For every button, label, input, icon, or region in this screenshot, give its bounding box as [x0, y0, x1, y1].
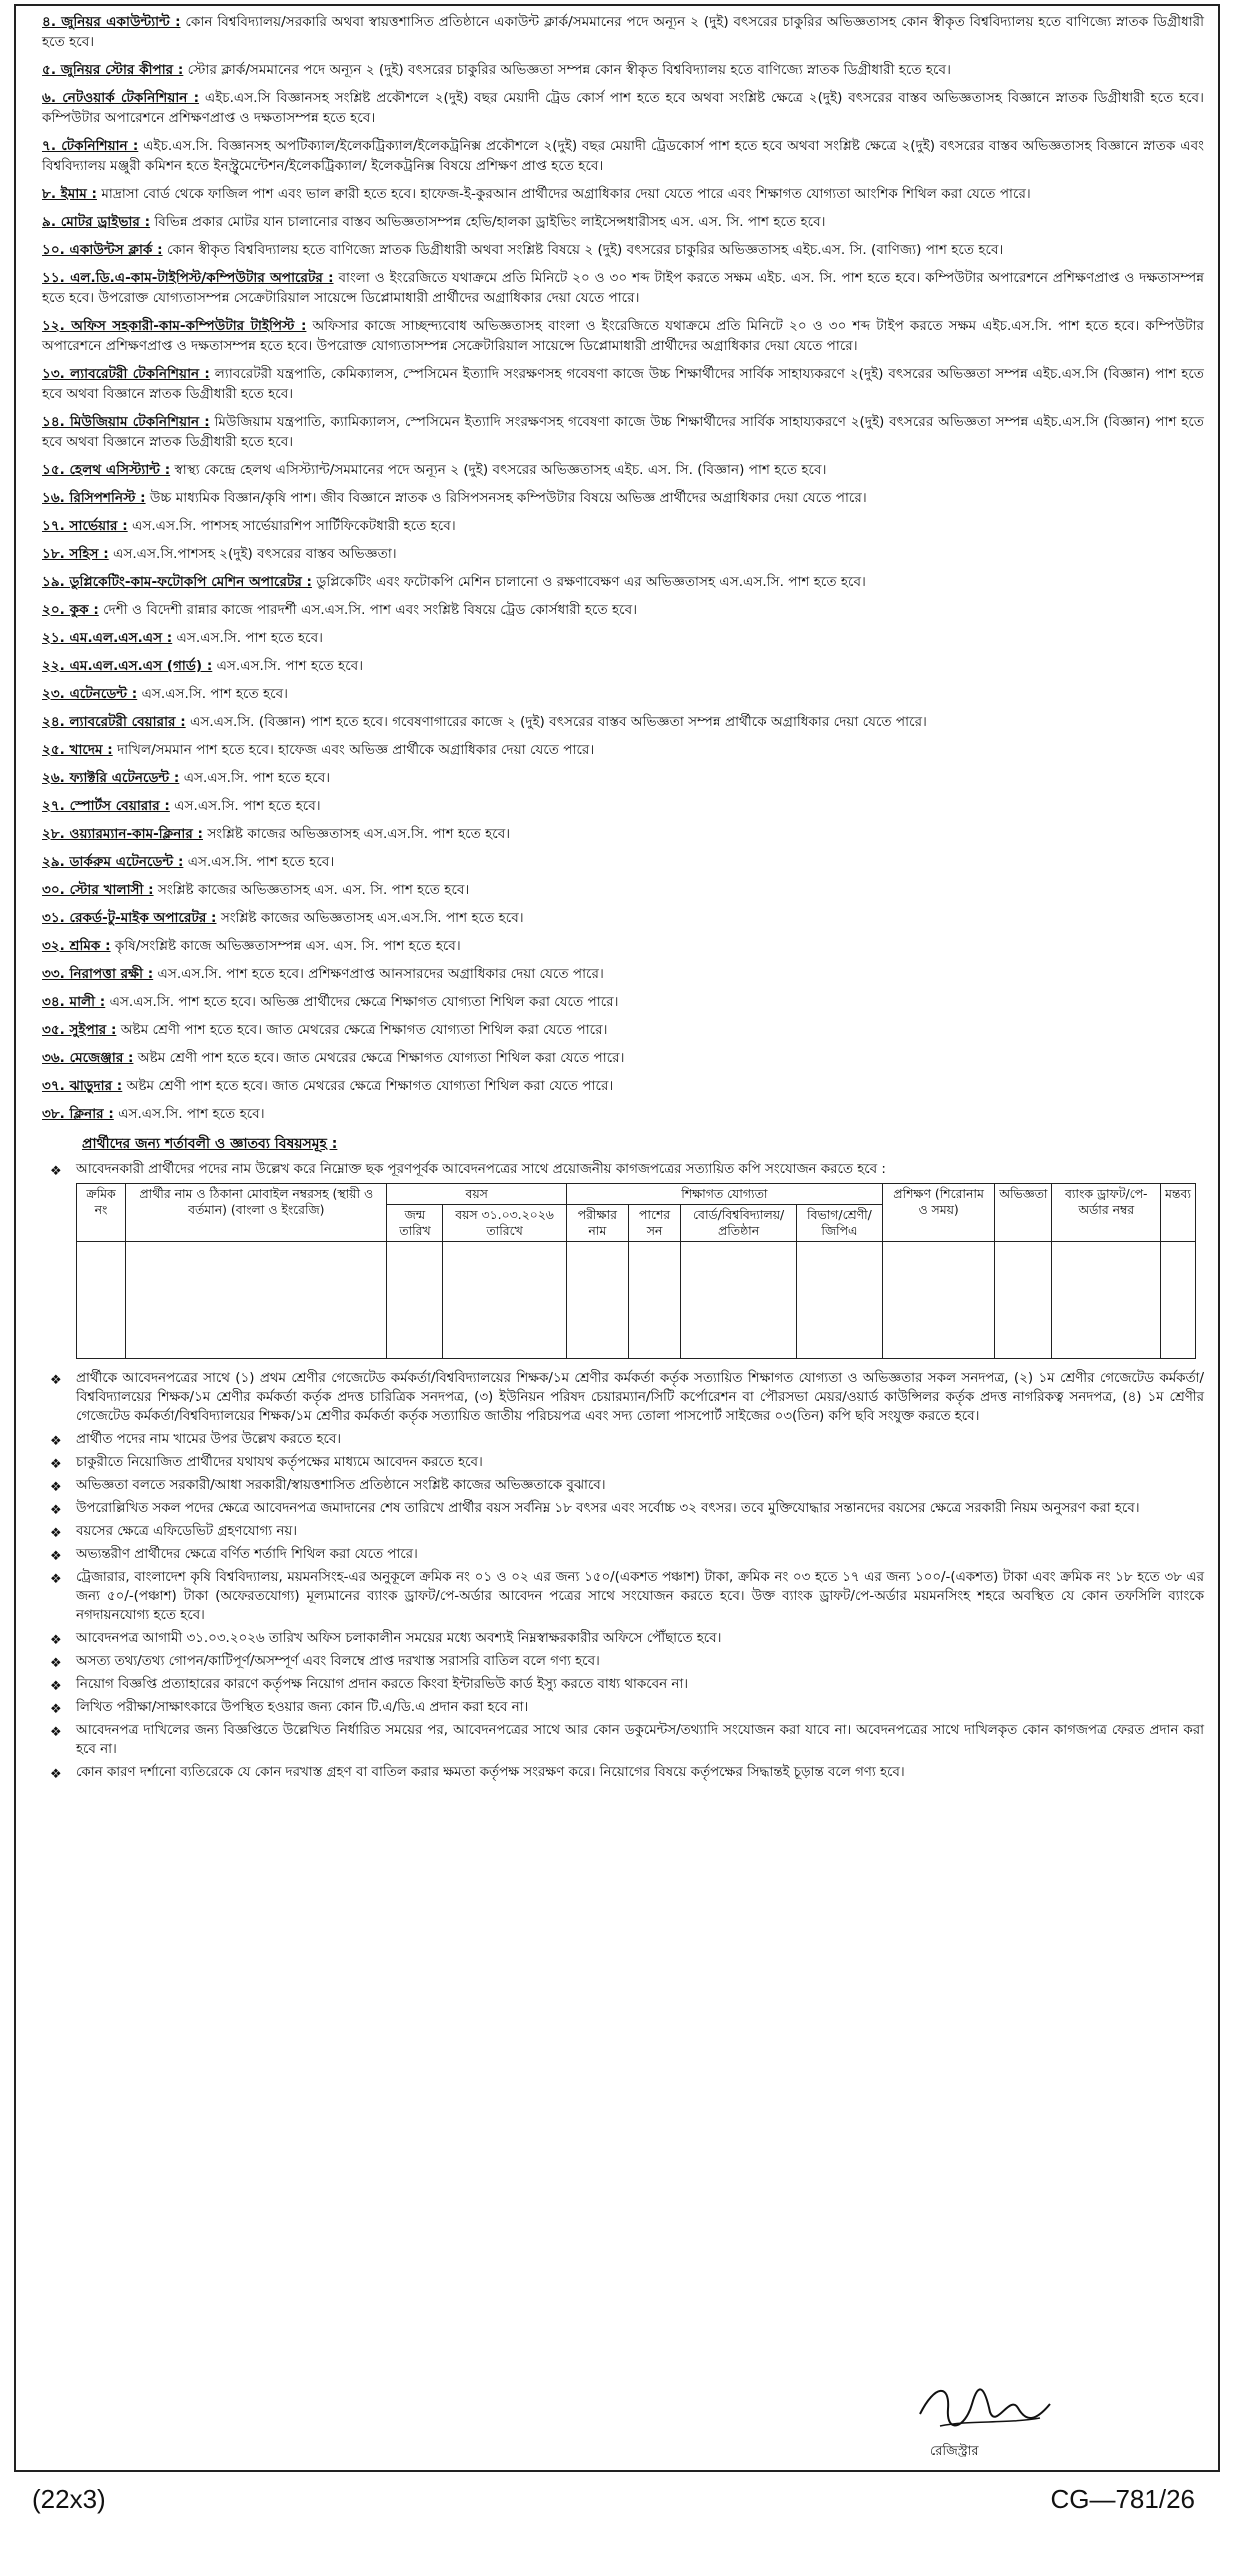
post-title: ২৩. এটেনডেন্ট : — [42, 686, 138, 702]
condition-text: অভ্যন্তরীণ প্রার্থীদের ক্ষেত্রে বর্ণিত শর্তাদি শিথিল করা যেতে পারে। — [76, 1547, 418, 1562]
post-requirement: এইচ.এস.সি. বিজ্ঞানসহ অপটিক্যাল/ইলেকট্রিক্যাল/ইলেকট্রনিক্স প্রকৌশলে ২(দুই) বছর মেয়াদী ট্রেডকোর্স পাশ হতে হবে অথবা সংশ্লিষ্ট ক্ষেত্রে ২(দুই) বৎসরের বাস্তব অভিজ্ঞতাসহ বিজ্ঞানে স্নাতক এবং বিশ্ববিদ্যালয় মঞ্জুরী কমিশন হতে ইনস্ট্রুমেন্টেশন/ইলেকট্রিক্যাল/ ইলেকট্রনিক্স বিষয়ে প্রশিক্ষণ প্রাপ্ত হতে হবে। — [42, 138, 1204, 174]
qualification-item — [42, 516, 1204, 536]
condition-text: লিখিত পরীক্ষা/সাক্ষাৎকারে উপস্থিত হওয়ার জন্য কোন টি.এ/ডি.এ প্রদান করা হবে না। — [76, 1700, 529, 1715]
th-age-on: বয়স ৩১.০৩.২০২৬ তারিখে — [443, 1205, 566, 1242]
post-requirement: অষ্টম শ্রেণী পাশ হতে হবে। জাত মেথরের ক্ষেত্রে শিক্ষাগত যোগ্যতা শিথিল করা যেতে পারে। — [126, 1078, 614, 1094]
table-cell — [882, 1242, 994, 1359]
table-cell — [77, 1242, 126, 1359]
th-year: পাশের সন — [628, 1205, 680, 1242]
condition-item — [42, 1499, 1204, 1518]
diamond-bullet-icon: ❖ — [50, 1725, 62, 1740]
condition-text: ট্রেজারার, বাংলাদেশ কৃষি বিশ্ববিদ্যালয়, ময়মনসিংহ-এর অনুকূলে ক্রমিক নং ০১ ও ০২ এর জন্য ১৫০/(একশত পঞ্চাশ) টাকা, ক্রমিক নং ০৩ হতে ১৭ এর জন্য ১০০/-(একশত) টাকা এবং ক্রমিক নং ১৮ হতে ৩৮ এর জন্য ৫০/-(পঞ্চাশ) টাকা (অফেরতযোগ্য) মূল্যমানের ব্যাংক ড্রাফট/পে-অর্ডার আবেদন পত্রের সাথে সংযোজন করতে হবে। উক্ত ব্যাংক ড্রাফট/পে-অর্ডার ময়মনসিংহ শহরে অবস্থিত যে কোন তফসিলি ব্যাংকে নগদায়নযোগ্য হতে হবে। — [76, 1570, 1204, 1623]
table-cell — [1161, 1242, 1196, 1359]
post-title: ১৭. সার্ভেয়ার : — [42, 518, 128, 534]
post-title: ১৫. হেলথ এসিস্ট্যান্ট : — [42, 462, 171, 478]
diamond-bullet-icon: ❖ — [50, 1457, 62, 1472]
th-division: বিভাগ/শ্রেণী/জিপিএ — [796, 1205, 882, 1242]
post-title: ৩১. রেকর্ড-টু-মাইক অপারেটর : — [42, 910, 217, 926]
qualification-item — [42, 824, 1204, 844]
qualification-item — [42, 544, 1204, 564]
table-cell — [566, 1242, 628, 1359]
post-title: ৩৩. নিরাপত্তা রক্ষী : — [42, 966, 154, 982]
qualification-item — [42, 796, 1204, 816]
condition-text: বয়সের ক্ষেত্রে এফিডেভিট গ্রহণযোগ্য নয়। — [76, 1524, 298, 1539]
post-title: ২৬. ফ্যাক্টরি এটেনডেন্ট : — [42, 770, 180, 786]
qualification-item — [42, 60, 1204, 80]
post-title: ১৬. রিসিপশনিস্ট : — [42, 490, 146, 506]
post-requirement: অফিসার কাজে সাচ্ছন্দ্যবোধ অভিজ্ঞতাসহ বাংলা ও ইংরেজিতে যথাক্রমে প্রতি মিনিটে ২০ ও ৩০ শব্দ টাইপ করতে সক্ষম এইচ.এস.সি. পাশ হতে হবে। কম্পিউটার অপারেশনে প্রশিক্ষণপ্রাপ্ত ও দক্ষতাসম্পন্ন হতে হবে। উপরোক্ত যোগ্যতাসম্পন্ন সেক্রেটারিয়াল সায়েন্সে ডিপ্লোমাধারী প্রার্থীদের অগ্রাধিকার দেয়া যেতে পারে। — [42, 318, 1204, 354]
post-requirement: এস.এস.সি. পাশ হতে হবে। — [174, 798, 321, 814]
th-dob: জন্ম তারিখ — [387, 1205, 443, 1242]
diamond-bullet-icon: ❖ — [50, 1480, 62, 1495]
condition-item — [42, 1675, 1204, 1694]
application-form-table — [76, 1183, 1196, 1359]
post-requirement: ডুপ্লিকেটিং এবং ফটোকপি মেশিন চালানো ও রক্ষণাবেক্ষণ এর অভিজ্ঞতাসহ এস.এস.সি. পাশ হতে হবে। — [316, 574, 866, 590]
qualification-list — [42, 12, 1204, 1124]
th-remarks: মন্তব্য — [1161, 1184, 1196, 1242]
qualification-item — [42, 1048, 1204, 1068]
condition-text: উপরোল্লিখিত সকল পদের ক্ষেত্রে আবেদনপত্র জমাদানের শেষ তারিখে প্রার্থীর বয়স সর্বনিম্ন ১৮ বৎসর এবং সর্বোচ্চ ৩২ বৎসর। তবে মুক্তিযোদ্ধার সন্তানদের বয়সের ক্ষেত্রে সরকারী নিয়ম অনুসরণ করা হবে। — [76, 1501, 1140, 1516]
condition-item — [42, 1629, 1204, 1648]
qualification-item — [42, 656, 1204, 676]
post-requirement: এস.এস.সি. পাশ হতে হবে। — [176, 630, 324, 646]
post-requirement: দেশী ও বিদেশী রান্নার কাজে পারদর্শী এস.এস.সি. পাশ এবং সংশ্লিষ্ট বিষয়ে ট্রেড কোর্সধারী হতে হবে। — [103, 602, 638, 618]
qualification-item — [42, 936, 1204, 956]
signature-title: রেজিস্ট্রার — [930, 2444, 979, 2459]
post-requirement: মাদ্রাসা বোর্ড থেকে ফাজিল পাশ এবং ভাল ক্বারী হতে হবে। হাফেজ-ই-কুরআন প্রার্থীদের অগ্রাধিকার দেয়া যেতে পারে এবং শিক্ষাগত যোগ্যতা আংশিক শিথিল করা যেতে পারে। — [101, 186, 1031, 202]
condition-text: চাকুরীতে নিয়োজিত প্রার্থীদের যথাযথ কর্তৃপক্ষের মাধ্যমে আবেদন করতে হবে। — [76, 1455, 483, 1470]
diamond-bullet-icon: ❖ — [50, 1373, 62, 1388]
diamond-bullet-icon: ❖ — [50, 1633, 62, 1648]
post-requirement: এস.এস.সি. পাশ হতে হবে। — [118, 1106, 265, 1122]
diamond-bullet-icon: ❖ — [50, 1164, 62, 1179]
qualification-item — [42, 768, 1204, 788]
post-requirement: এস.এস.সি.পাশসহ ২(দুই) বৎসরের বাস্তব অভিজ্ঞতা। — [113, 546, 397, 562]
condition-text: আবেদনকারী প্রার্থীদের পদের নাম উল্লেখ করে নিম্নোক্ত ছক পূরণপূর্বক আবেদনপত্রের সাথে প্রয়োজনীয় কাগজপত্রের সত্যায়িত কপি সংযোজন করতে হবে : — [76, 1162, 886, 1177]
qualification-item — [42, 628, 1204, 648]
qualification-item — [42, 572, 1204, 592]
footer-code-right: CG—781/26 — [1050, 2484, 1195, 2514]
post-requirement: এস.এস.সি. পাশ হতে হবে। অভিজ্ঞ প্রার্থীদের ক্ষেত্রে শিক্ষাগত যোগ্যতা শিথিল করা যেতে পারে। — [109, 994, 619, 1010]
table-cell — [628, 1242, 680, 1359]
post-requirement: দাখিল/সমমান পাশ হতে হবে। হাফেজ এবং অভিজ্ঞ প্রার্থীকে অগ্রাধিকার দেয়া যেতে পারে। — [117, 742, 595, 758]
condition-text: প্রার্থীকে আবেদনপত্রের সাথে (১) প্রথম শ্রেণীর গেজেটেড কর্মকর্তা/বিশ্ববিদ্যালয়ের শিক্ষক/১ম শ্রেণীর কর্মকর্তা কর্তৃক সত্যায়িত শিক্ষাগত যোগ্যতা ও অভিজ্ঞতার সকল সনদপত্র, (২) ১ম শ্রেণীর গেজেটেড কর্মকর্তা/বিশ্ববিদ্যালয়ের শিক্ষক/১ম শ্রেণীর কর্মকর্তা কর্তৃক প্রদত্ত চারিত্রিক সনদপত্র, (৩) ইউনিয়ন পরিষদ চেয়ারম্যান/সিটি কর্পোরেশন বা পৌরসভা মেয়র/ওয়ার্ড কাউন্সিলর কর্তৃক প্রদত্ত নাগরিকত্ব সনদপত্র, (৪) ১ম শ্রেণীর গেজেটেড কর্মকর্তা/বিশ্ববিদ্যালয়ের শিক্ষক/১ম শ্রেণীর কর্মকর্তা কর্তৃক সত্যায়িত জাতীয় পরিচয়পত্র এবং সদ্য তোলা পাসপোর্ট সাইজের ০৩(তিন) কপি ছবি সংযুক্ত করতে হবে। — [76, 1371, 1204, 1424]
qualification-item — [42, 964, 1204, 984]
post-title: ৩৬. মেজেঞ্জার : — [42, 1050, 134, 1066]
qualification-item — [42, 136, 1204, 176]
th-name: প্রার্থীর নাম ও ঠিকানা মোবাইল নম্বরসহ (স্থায়ী ও বর্তমান) (বাংলা ও ইংরেজি) — [126, 1184, 387, 1242]
post-title: ২৭. স্পোর্টস বেয়ারার : — [42, 798, 170, 814]
diamond-bullet-icon: ❖ — [50, 1434, 62, 1449]
th-serial: ক্রমিক নং — [77, 1184, 126, 1242]
post-title: ৩৪. মালী : — [42, 994, 106, 1010]
post-title: ২২. এম.এল.এস.এস (গার্ড) : — [42, 658, 213, 674]
condition-text: আবেদনপত্র দাখিলের জন্য বিজ্ঞপ্তিতে উল্লেখিত নির্ধারিত সময়ের পর, আবেদনপত্রের সাথে আর কোন ডকুমেন্টস/তথ্যাদি সংযোজন করা যাবে না। অবেদনপত্রের সাথে দাখিলকৃত কোন কাগজপত্র ফেরত প্রদান করা হবে না। — [76, 1723, 1204, 1757]
th-education-group: শিক্ষাগত যোগ্যতা — [566, 1184, 882, 1205]
post-title: ১৪. মিউজিয়াম টেকনিশিয়ান : — [42, 414, 210, 430]
condition-item — [42, 1369, 1204, 1426]
qualification-item — [42, 908, 1204, 928]
post-title: ৩৭. ঝাড়ুদার : — [42, 1078, 123, 1094]
post-requirement: উচ্চ মাধ্যমিক বিজ্ঞান/কৃষি পাশ। জীব বিজ্ঞানে স্নাতক ও রিসিপসনসহ কম্পিউটার বিষয়ে অভিজ্ঞ প্রার্থীদের অগ্রাধিকার দেয়া যেতে পারে। — [149, 490, 867, 506]
qualification-item — [42, 740, 1204, 760]
condition-item — [42, 1763, 1204, 1782]
qualification-item — [42, 1020, 1204, 1040]
post-requirement: অষ্টম শ্রেণী পাশ হতে হবে। জাত মেথরের ক্ষেত্রে শিক্ষাগত যোগ্যতা শিথিল করা যেতে পারে। — [137, 1050, 625, 1066]
qualification-item — [42, 880, 1204, 900]
diamond-bullet-icon: ❖ — [50, 1526, 62, 1541]
post-requirement: বিভিন্ন প্রকার মোটর যান চালানোর বাস্তব অভিজ্ঞতাসম্পন্ন হেভি/হালকা ড্রাইভিং লাইসেন্সধারীসহ এস. এস. সি. পাশ হতে হবে। — [154, 214, 826, 230]
qualification-item — [42, 88, 1204, 128]
registrar-signature — [910, 2374, 1070, 2444]
qualification-item — [42, 1104, 1204, 1124]
qualification-item — [42, 268, 1204, 308]
post-requirement: কোন স্বীকৃত বিশ্ববিদ্যালয় হতে বাণিজ্যে স্নাতক ডিগ্রীধারী অথবা সংশ্লিষ্ট বিষয়ে ২ (দুই) বৎসরের চাকুরির অভিজ্ঞতাসহ এইচ.এস. সি. (বাণিজ্য) পাশ হতে হবে। — [166, 242, 1004, 258]
post-requirement: অষ্টম শ্রেণী পাশ হতে হবে। জাত মেথরের ক্ষেত্রে শিক্ষাগত যোগ্যতা শিথিল করা যেতে পারে। — [120, 1022, 608, 1038]
qualification-item — [42, 460, 1204, 480]
diamond-bullet-icon: ❖ — [50, 1702, 62, 1717]
post-requirement: এস.এস.সি. পাশ হতে হবে। — [187, 854, 335, 870]
th-bank-draft: ব্যাংক ড্রাফট/পে-অর্ডার নম্বর — [1052, 1184, 1161, 1242]
conditions-list-more — [42, 1369, 1204, 1782]
post-requirement: এস.এস.সি. (বিজ্ঞান) পাশ হতে হবে। গবেষণাগারের কাজে ২ (দুই) বৎসরের বাস্তব অভিজ্ঞতা সম্পন্ন প্রার্থীকে অগ্রাধিকার দেয়া যেতে পারে। — [190, 714, 927, 730]
condition-text: অসত্য তথ্য/তথ্য গোপন/কাটিপূর্ণ/অসম্পূর্ণ এবং বিলম্বে প্রাপ্ত দরখাস্ত সরাসরি বাতিল বলে গণ্য হবে। — [76, 1654, 600, 1669]
post-title: ২০. কুক : — [42, 602, 99, 618]
post-title: ১১. এল.ডি.এ-কাম-টাইপিস্ট/কম্পিউটার অপারেটর : — [42, 270, 334, 286]
footer-code-left: (22x3) — [32, 2484, 106, 2514]
post-title: ৯. মোটর ড্রাইভার : — [42, 214, 151, 230]
post-title: ১৩. ল্যাবরেটরী টেকনিশিয়ান : — [42, 366, 210, 382]
conditions-list — [42, 1160, 1204, 1179]
notice-frame — [14, 4, 1220, 2472]
diamond-bullet-icon: ❖ — [50, 1679, 62, 1694]
post-title: ৩৮. ক্লিনার : — [42, 1106, 114, 1122]
qualification-item — [42, 852, 1204, 872]
qualification-item — [42, 600, 1204, 620]
post-title: ১০. একাউন্টস ক্লার্ক : — [42, 242, 163, 258]
post-title: ২৮. ওয়্যারম্যান-কাম-ক্লিনার : — [42, 826, 203, 842]
post-requirement: বাংলা ও ইংরেজিতে যথাক্রমে প্রতি মিনিটে ২০ ও ৩০ শব্দ টাইপ করতে সক্ষম এইচ. এস. সি. পাশ হতে হবে। কম্পিউটার অপারেশনে প্রশিক্ষণপ্রাপ্ত ও দক্ষতাসম্পন্ন হতে হবে। উপরোক্ত যোগ্যতাসম্পন্ন সেক্রেটারিয়াল সায়েন্সে ডিপ্লোমাধারী প্রার্থীদের অগ্রাধিকার দেয়া যেতে পারে। — [42, 270, 1204, 306]
condition-item — [42, 1453, 1204, 1472]
table-cell — [681, 1242, 797, 1359]
post-requirement: সংশ্লিষ্ট কাজের অভিজ্ঞতাসহ এস. এস. সি. পাশ হতে হবে। — [157, 882, 470, 898]
post-requirement: এস.এস.সি. পাশ হতে হবে। — [216, 658, 364, 674]
post-requirement: সংশ্লিষ্ট কাজের অভিজ্ঞতাসহ এস.এস.সি. পাশ হতে হবে। — [207, 826, 511, 842]
th-experience: অভিজ্ঞতা — [995, 1184, 1052, 1242]
post-title: ৪. জুনিয়র একাউন্ট্যান্ট : — [42, 14, 181, 30]
condition-text: আবেদনপত্র আগামী ৩১.০৩.২০২৬ তারিখ অফিস চলাকালীন সময়ের মধ্যে অবশ্যই নিম্নস্বাক্ষরকারীর অফিসে পৌঁছাতে হবে। — [76, 1631, 722, 1646]
qualification-item — [42, 1076, 1204, 1096]
qualification-item — [42, 364, 1204, 404]
post-requirement: কৃষি/সংশ্লিষ্ট কাজে অভিজ্ঞতাসম্পন্ন এস. এস. সি. পাশ হতে হবে। — [114, 938, 461, 954]
condition-text: নিয়োগ বিজ্ঞপ্তি প্রত্যাহারের কারণে কর্তৃপক্ষ নিয়োগ প্রদান করতে কিংবা ইন্টারভিউ কার্ড ইস্যু করতে বাধ্য থাকবেন না। — [76, 1677, 689, 1692]
post-title: ৭. টেকনিশিয়ান : — [42, 138, 139, 154]
th-board: বোর্ড/বিশ্ববিদ্যালয়/প্রতিষ্ঠান — [681, 1205, 797, 1242]
condition-item — [42, 1430, 1204, 1449]
post-title: ২৫. খাদেম : — [42, 742, 113, 758]
table-cell — [387, 1242, 443, 1359]
qualification-item — [42, 240, 1204, 260]
condition-text: অভিজ্ঞতা বলতে সরকারী/আধা সরকারী/স্বায়ত্তশাসিত প্রতিষ্ঠানে সংশ্লিষ্ট কাজের অভিজ্ঞতাকে বুঝাবে। — [76, 1478, 606, 1493]
table-cell — [1052, 1242, 1161, 1359]
post-requirement: মিউজিয়াম যন্ত্রপাতি, ক্যামিক্যালস, স্পেসিমেন ইত্যাদি সংরক্ষণসহ গবেষণা কাজে উচ্চ শিক্ষার্থীদের সার্বিক সাহায্যকরণে ২(দুই) বৎসরের অভিজ্ঞতা সম্পন্ন এইচ.এস.সি (বিজ্ঞান) পাশ হতে হবে অথবা বিজ্ঞানে স্নাতক ডিগ্রীধারী হতে হবে। — [42, 414, 1204, 450]
post-requirement: এস.এস.সি. পাশ হতে হবে। প্রশিক্ষণপ্রাপ্ত আনসারদের অগ্রাধিকার দেয়া যেতে পারে। — [157, 966, 604, 982]
post-title: ৩০. স্টোর খালাসী : — [42, 882, 154, 898]
diamond-bullet-icon: ❖ — [50, 1656, 62, 1671]
post-title: ২৪. ল্যাবরেটরী বেয়ারার : — [42, 714, 186, 730]
qualification-item — [42, 488, 1204, 508]
post-requirement: কোন বিশ্ববিদ্যালয়/সরকারি অথবা স্বায়ত্তশাসিত প্রতিষ্ঠানে একাউন্ট ক্লার্ক/সমমানের পদে অন্যূন ২ (দুই) বৎসরের চাকুরির অভিজ্ঞতাসহ কোন স্বীকৃত বিশ্ববিদ্যালয় হতে বাণিজ্যে স্নাতক ডিগ্রীধারী হতে হবে। — [42, 14, 1204, 50]
condition-item-intro — [42, 1160, 1204, 1179]
post-requirement: এস.এস.সি. পাশ হতে হবে। — [183, 770, 331, 786]
qualification-item — [42, 712, 1204, 732]
post-title: ১৮. সহিস : — [42, 546, 109, 562]
post-requirement: স্টোর ক্লার্ক/সমমানের পদে অন্যূন ২ (দুই) বৎসরের চাকুরির অভিজ্ঞতা সম্পন্ন কোন স্বীকৃত বিশ্ববিদ্যালয় হতে বাণিজ্যে স্নাতক ডিগ্রীধারী হতে হবে। — [187, 62, 951, 78]
diamond-bullet-icon: ❖ — [50, 1572, 62, 1587]
qualification-item — [42, 212, 1204, 232]
qualification-item — [42, 992, 1204, 1012]
qualification-item — [42, 684, 1204, 704]
post-title: ১৯. ডুপ্লিকেটিং-কাম-ফটোকপি মেশিন অপারেটর : — [42, 574, 312, 590]
qualification-item — [42, 412, 1204, 452]
post-title: ৬. নেটওয়ার্ক টেকনিশিয়ান : — [42, 90, 200, 106]
table-cell — [126, 1242, 387, 1359]
post-requirement: স্বাস্থ্য কেন্দ্রে হেলথ এসিস্ট্যান্ট/সমমানের পদে অন্যূন ২ (দুই) বৎসরের অভিজ্ঞতাসহ এইচ. এস. সি. (বিজ্ঞান) পাশ হতে হবে। — [174, 462, 827, 478]
condition-item — [42, 1522, 1204, 1541]
qualification-item — [42, 316, 1204, 356]
qualification-item — [42, 184, 1204, 204]
table-cell — [443, 1242, 566, 1359]
post-requirement: এস.এস.সি. পাশ হতে হবে। — [141, 686, 289, 702]
condition-item — [42, 1568, 1204, 1625]
qualification-item — [42, 12, 1204, 52]
table-cell — [995, 1242, 1052, 1359]
conditions-heading: প্রার্থীদের জন্য শর্তাবলী ও জ্ঞাতব্য বিষয়সমূহ : — [82, 1136, 338, 1152]
post-title: ২১. এম.এল.এস.এস : — [42, 630, 173, 646]
th-age-group: বয়স — [387, 1184, 566, 1205]
condition-item — [42, 1476, 1204, 1495]
th-training: প্রশিক্ষণ (শিরোনাম ও সময়) — [882, 1184, 994, 1242]
table-cell — [796, 1242, 882, 1359]
condition-item — [42, 1652, 1204, 1671]
post-title: ২৯. ডার্করুম এটেনডেন্ট : — [42, 854, 184, 870]
post-title: ৫. জুনিয়র স্টোর কীপার : — [42, 62, 184, 78]
post-requirement: এইচ.এস.সি বিজ্ঞানসহ সংশ্লিষ্ট প্রকৌশলে ২(দুই) বছর মেয়াদী ট্রেড কোর্স পাশ হতে হবে অথবা সংশ্লিষ্ট ক্ষেত্রে ২(দুই) বৎসরের বাস্তব অভিজ্ঞতাসহ বিজ্ঞানে স্নাতক ডিগ্রীধারী হতে হবে। কম্পিউটার অপারেশনে প্রশিক্ষণপ্রাপ্ত ও দক্ষতাসম্পন্ন হতে হবে। — [42, 90, 1204, 126]
post-title: ৮. ইমাম : — [42, 186, 97, 202]
post-title: ১২. অফিস সহকারী-কাম-কম্পিউটার টাইপিস্ট : — [42, 318, 307, 334]
condition-text: প্রার্থীত পদের নাম খামের উপর উল্লেখ করতে হবে। — [76, 1432, 342, 1447]
condition-item — [42, 1721, 1204, 1759]
post-requirement: সংশ্লিষ্ট কাজের অভিজ্ঞতাসহ এস.এস.সি. পাশ হতে হবে। — [220, 910, 524, 926]
post-requirement: এস.এস.সি. পাশসহ সার্ভেয়ারশিপ সার্টিফিকেটধারী হতে হবে। — [132, 518, 456, 534]
diamond-bullet-icon: ❖ — [50, 1503, 62, 1518]
condition-text: কোন কারণ দর্শানো ব্যতিরেকে যে কোন দরখাস্ত গ্রহণ বা বাতিল করার ক্ষমতা কর্তৃপক্ষ সংরক্ষণ করে। নিয়োগের বিষয়ে কর্তৃপক্ষের সিদ্ধান্তই চূড়ান্ত বলে গণ্য হবে। — [76, 1765, 905, 1780]
post-title: ৩২. শ্রমিক : — [42, 938, 111, 954]
th-exam: পরীক্ষার নাম — [566, 1205, 628, 1242]
condition-item — [42, 1545, 1204, 1564]
post-requirement: ল্যাবরেটরী যন্ত্রপাতি, কেমিক্যালস, স্পেসিমেন ইত্যাদি সংরক্ষণসহ গবেষণা কাজে উচ্চ শিক্ষার্থীদের সার্বিক সাহায্যকরণে ২(দুই) বৎসরের অভিজ্ঞতা সম্পন্ন এইচ.এস.সি (বিজ্ঞান) পাশ হতে হবে অথবা বিজ্ঞানে স্নাতক ডিগ্রীধারী হতে হবে। — [42, 366, 1204, 402]
diamond-bullet-icon: ❖ — [50, 1767, 62, 1782]
post-title: ৩৫. সুইপার : — [42, 1022, 117, 1038]
diamond-bullet-icon: ❖ — [50, 1549, 62, 1564]
condition-item — [42, 1698, 1204, 1717]
